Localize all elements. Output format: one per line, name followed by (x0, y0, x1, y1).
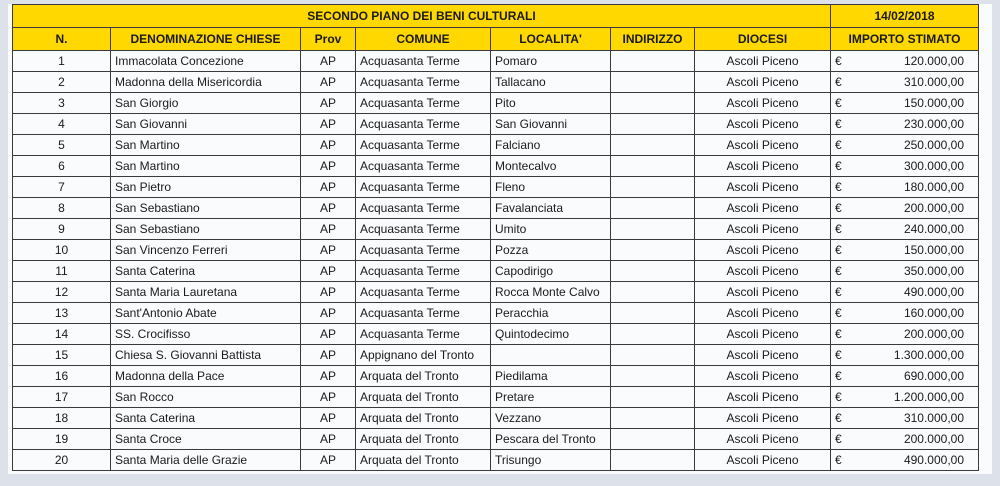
header-diocesi: DIOCESI (695, 28, 831, 51)
currency-symbol-cell: € (831, 114, 849, 135)
diocesi-cell: Ascoli Piceno (695, 345, 831, 366)
localita-cell: Trisungo (491, 450, 611, 471)
currency-symbol-cell: € (831, 219, 849, 240)
province-cell: AP (301, 177, 356, 198)
table-row (13, 93, 979, 114)
indirizzo-cell (611, 282, 695, 303)
indirizzo-cell (611, 240, 695, 261)
diocesi-cell: Ascoli Piceno (695, 303, 831, 324)
indirizzo-cell (611, 324, 695, 345)
diocesi-cell: Ascoli Piceno (695, 240, 831, 261)
diocesi-cell: Ascoli Piceno (695, 387, 831, 408)
province-cell: AP (301, 156, 356, 177)
localita-cell: San Giovanni (491, 114, 611, 135)
spreadsheet-sheet (8, 4, 992, 474)
comune-cell: Arquata del Tronto (356, 429, 491, 450)
header-prov: Prov (301, 28, 356, 51)
currency-symbol-cell: € (831, 450, 849, 471)
indirizzo-cell (611, 135, 695, 156)
table-row (13, 324, 979, 345)
sheet-date: 14/02/2018 (831, 5, 979, 28)
table-row (13, 282, 979, 303)
header-comune: COMUNE (356, 28, 491, 51)
currency-symbol-cell: € (831, 408, 849, 429)
localita-cell (491, 345, 611, 366)
currency-symbol-cell: € (831, 72, 849, 93)
province-cell: AP (301, 303, 356, 324)
comune-cell: Acquasanta Terme (356, 51, 491, 72)
indirizzo-cell (611, 387, 695, 408)
indirizzo-cell (611, 261, 695, 282)
diocesi-cell: Ascoli Piceno (695, 366, 831, 387)
church-name-cell: Sant'Antonio Abate (111, 303, 301, 324)
localita-cell: Pretare (491, 387, 611, 408)
indirizzo-cell (611, 177, 695, 198)
diocesi-cell: Ascoli Piceno (695, 51, 831, 72)
localita-cell: Capodirigo (491, 261, 611, 282)
table-row (13, 366, 979, 387)
table-row (13, 261, 979, 282)
church-name-cell: Santa Caterina (111, 408, 301, 429)
importo-cell: 240.000,00 (849, 219, 979, 240)
importo-cell: 120.000,00 (849, 51, 979, 72)
sheet-title: SECONDO PIANO DEI BENI CULTURALI (13, 5, 831, 28)
province-cell: AP (301, 240, 356, 261)
comune-cell: Arquata del Tronto (356, 387, 491, 408)
church-name-cell: San Martino (111, 156, 301, 177)
diocesi-cell: Ascoli Piceno (695, 450, 831, 471)
church-name-cell: San Sebastiano (111, 198, 301, 219)
localita-cell: Rocca Monte Calvo (491, 282, 611, 303)
church-name-cell: San Pietro (111, 177, 301, 198)
localita-cell: Montecalvo (491, 156, 611, 177)
localita-cell: Pozza (491, 240, 611, 261)
diocesi-cell: Ascoli Piceno (695, 282, 831, 303)
province-cell: AP (301, 93, 356, 114)
indirizzo-cell (611, 408, 695, 429)
localita-cell: Favalanciata (491, 198, 611, 219)
indirizzo-cell (611, 198, 695, 219)
comune-cell: Acquasanta Terme (356, 114, 491, 135)
header-localita: LOCALITA' (491, 28, 611, 51)
table-row (13, 408, 979, 429)
importo-cell: 310.000,00 (849, 408, 979, 429)
indirizzo-cell (611, 366, 695, 387)
diocesi-cell: Ascoli Piceno (695, 324, 831, 345)
province-cell: AP (301, 198, 356, 219)
importo-cell: 150.000,00 (849, 240, 979, 261)
comune-cell: Acquasanta Terme (356, 177, 491, 198)
comune-cell: Acquasanta Terme (356, 324, 491, 345)
table-row (13, 51, 979, 72)
table-row (13, 387, 979, 408)
importo-cell: 180.000,00 (849, 177, 979, 198)
church-name-cell: Madonna della Misericordia (111, 72, 301, 93)
province-cell: AP (301, 450, 356, 471)
currency-symbol-cell: € (831, 387, 849, 408)
importo-cell: 350.000,00 (849, 261, 979, 282)
currency-symbol-cell: € (831, 282, 849, 303)
diocesi-cell: Ascoli Piceno (695, 114, 831, 135)
header-row (13, 28, 979, 51)
table-row (13, 156, 979, 177)
importo-cell: 200.000,00 (849, 198, 979, 219)
currency-symbol-cell: € (831, 240, 849, 261)
indirizzo-cell (611, 450, 695, 471)
diocesi-cell: Ascoli Piceno (695, 198, 831, 219)
title-row (13, 5, 979, 28)
church-name-cell: Santa Maria Lauretana (111, 282, 301, 303)
currency-symbol-cell: € (831, 303, 849, 324)
header-indirizzo: INDIRIZZO (611, 28, 695, 51)
indirizzo-cell (611, 51, 695, 72)
comune-cell: Acquasanta Terme (356, 261, 491, 282)
header-num: N. (13, 28, 111, 51)
table-row (13, 429, 979, 450)
diocesi-cell: Ascoli Piceno (695, 261, 831, 282)
church-name-cell: Santa Caterina (111, 261, 301, 282)
church-name-cell: Chiesa S. Giovanni Battista (111, 345, 301, 366)
diocesi-cell: Ascoli Piceno (695, 72, 831, 93)
table-row (13, 177, 979, 198)
localita-cell: Pescara del Tronto (491, 429, 611, 450)
currency-symbol-cell: € (831, 198, 849, 219)
row-number-cell: 10 (13, 240, 111, 261)
indirizzo-cell (611, 429, 695, 450)
church-name-cell: SS. Crocifisso (111, 324, 301, 345)
church-name-cell: Immacolata Concezione (111, 51, 301, 72)
row-number-cell: 18 (13, 408, 111, 429)
importo-cell: 490.000,00 (849, 282, 979, 303)
diocesi-cell: Ascoli Piceno (695, 177, 831, 198)
importo-cell: 150.000,00 (849, 93, 979, 114)
currency-symbol-cell: € (831, 93, 849, 114)
table-body (13, 51, 979, 471)
localita-cell: Pomaro (491, 51, 611, 72)
importo-cell: 1.200.000,00 (849, 387, 979, 408)
province-cell: AP (301, 282, 356, 303)
localita-cell: Quintodecimo (491, 324, 611, 345)
comune-cell: Acquasanta Terme (356, 303, 491, 324)
table-row (13, 450, 979, 471)
importo-cell: 250.000,00 (849, 135, 979, 156)
currency-symbol-cell: € (831, 177, 849, 198)
church-name-cell: San Martino (111, 135, 301, 156)
row-number-cell: 3 (13, 93, 111, 114)
row-number-cell: 2 (13, 72, 111, 93)
province-cell: AP (301, 429, 356, 450)
row-number-cell: 7 (13, 177, 111, 198)
diocesi-cell: Ascoli Piceno (695, 135, 831, 156)
currency-symbol-cell: € (831, 156, 849, 177)
currency-symbol-cell: € (831, 51, 849, 72)
church-name-cell: Madonna della Pace (111, 366, 301, 387)
localita-cell: Vezzano (491, 408, 611, 429)
row-number-cell: 16 (13, 366, 111, 387)
row-number-cell: 13 (13, 303, 111, 324)
comune-cell: Acquasanta Terme (356, 240, 491, 261)
comune-cell: Acquasanta Terme (356, 198, 491, 219)
indirizzo-cell (611, 345, 695, 366)
province-cell: AP (301, 345, 356, 366)
localita-cell: Pito (491, 93, 611, 114)
churches-table (12, 4, 979, 471)
importo-cell: 230.000,00 (849, 114, 979, 135)
localita-cell: Umito (491, 219, 611, 240)
row-number-cell: 9 (13, 219, 111, 240)
table-row (13, 219, 979, 240)
indirizzo-cell (611, 72, 695, 93)
province-cell: AP (301, 366, 356, 387)
row-number-cell: 1 (13, 51, 111, 72)
comune-cell: Arquata del Tronto (356, 450, 491, 471)
row-number-cell: 15 (13, 345, 111, 366)
localita-cell: Peracchia (491, 303, 611, 324)
row-number-cell: 12 (13, 282, 111, 303)
currency-symbol-cell: € (831, 345, 849, 366)
importo-cell: 200.000,00 (849, 429, 979, 450)
comune-cell: Acquasanta Terme (356, 156, 491, 177)
comune-cell: Acquasanta Terme (356, 93, 491, 114)
church-name-cell: San Rocco (111, 387, 301, 408)
currency-symbol-cell: € (831, 135, 849, 156)
church-name-cell: Santa Maria delle Grazie (111, 450, 301, 471)
row-number-cell: 4 (13, 114, 111, 135)
comune-cell: Acquasanta Terme (356, 72, 491, 93)
table-row (13, 135, 979, 156)
table-row (13, 303, 979, 324)
importo-cell: 490.000,00 (849, 450, 979, 471)
currency-symbol-cell: € (831, 324, 849, 345)
province-cell: AP (301, 219, 356, 240)
church-name-cell: San Giovanni (111, 114, 301, 135)
church-name-cell: San Sebastiano (111, 219, 301, 240)
church-name-cell: San Vincenzo Ferreri (111, 240, 301, 261)
province-cell: AP (301, 387, 356, 408)
row-number-cell: 20 (13, 450, 111, 471)
comune-cell: Arquata del Tronto (356, 408, 491, 429)
diocesi-cell: Ascoli Piceno (695, 156, 831, 177)
province-cell: AP (301, 324, 356, 345)
province-cell: AP (301, 72, 356, 93)
comune-cell: Acquasanta Terme (356, 135, 491, 156)
province-cell: AP (301, 135, 356, 156)
importo-cell: 300.000,00 (849, 156, 979, 177)
diocesi-cell: Ascoli Piceno (695, 219, 831, 240)
row-number-cell: 19 (13, 429, 111, 450)
church-name-cell: San Giorgio (111, 93, 301, 114)
localita-cell: Falciano (491, 135, 611, 156)
importo-cell: 690.000,00 (849, 366, 979, 387)
currency-symbol-cell: € (831, 366, 849, 387)
table-row (13, 198, 979, 219)
comune-cell: Acquasanta Terme (356, 282, 491, 303)
comune-cell: Acquasanta Terme (356, 219, 491, 240)
comune-cell: Arquata del Tronto (356, 366, 491, 387)
importo-cell: 310.000,00 (849, 72, 979, 93)
diocesi-cell: Ascoli Piceno (695, 429, 831, 450)
header-importo: IMPORTO STIMATO (831, 28, 979, 51)
table-row (13, 240, 979, 261)
row-number-cell: 5 (13, 135, 111, 156)
indirizzo-cell (611, 93, 695, 114)
diocesi-cell: Ascoli Piceno (695, 408, 831, 429)
row-number-cell: 6 (13, 156, 111, 177)
row-number-cell: 14 (13, 324, 111, 345)
province-cell: AP (301, 51, 356, 72)
church-name-cell: Santa Croce (111, 429, 301, 450)
row-number-cell: 17 (13, 387, 111, 408)
header-name: DENOMINAZIONE CHIESE (111, 28, 301, 51)
table-row (13, 114, 979, 135)
indirizzo-cell (611, 114, 695, 135)
indirizzo-cell (611, 156, 695, 177)
indirizzo-cell (611, 219, 695, 240)
currency-symbol-cell: € (831, 429, 849, 450)
localita-cell: Fleno (491, 177, 611, 198)
importo-cell: 1.300.000,00 (849, 345, 979, 366)
province-cell: AP (301, 261, 356, 282)
province-cell: AP (301, 114, 356, 135)
province-cell: AP (301, 408, 356, 429)
comune-cell: Appignano del Tronto (356, 345, 491, 366)
row-number-cell: 11 (13, 261, 111, 282)
currency-symbol-cell: € (831, 261, 849, 282)
localita-cell: Tallacano (491, 72, 611, 93)
localita-cell: Piedilama (491, 366, 611, 387)
importo-cell: 200.000,00 (849, 324, 979, 345)
importo-cell: 160.000,00 (849, 303, 979, 324)
table-row (13, 345, 979, 366)
diocesi-cell: Ascoli Piceno (695, 93, 831, 114)
table-row (13, 72, 979, 93)
row-number-cell: 8 (13, 198, 111, 219)
indirizzo-cell (611, 303, 695, 324)
